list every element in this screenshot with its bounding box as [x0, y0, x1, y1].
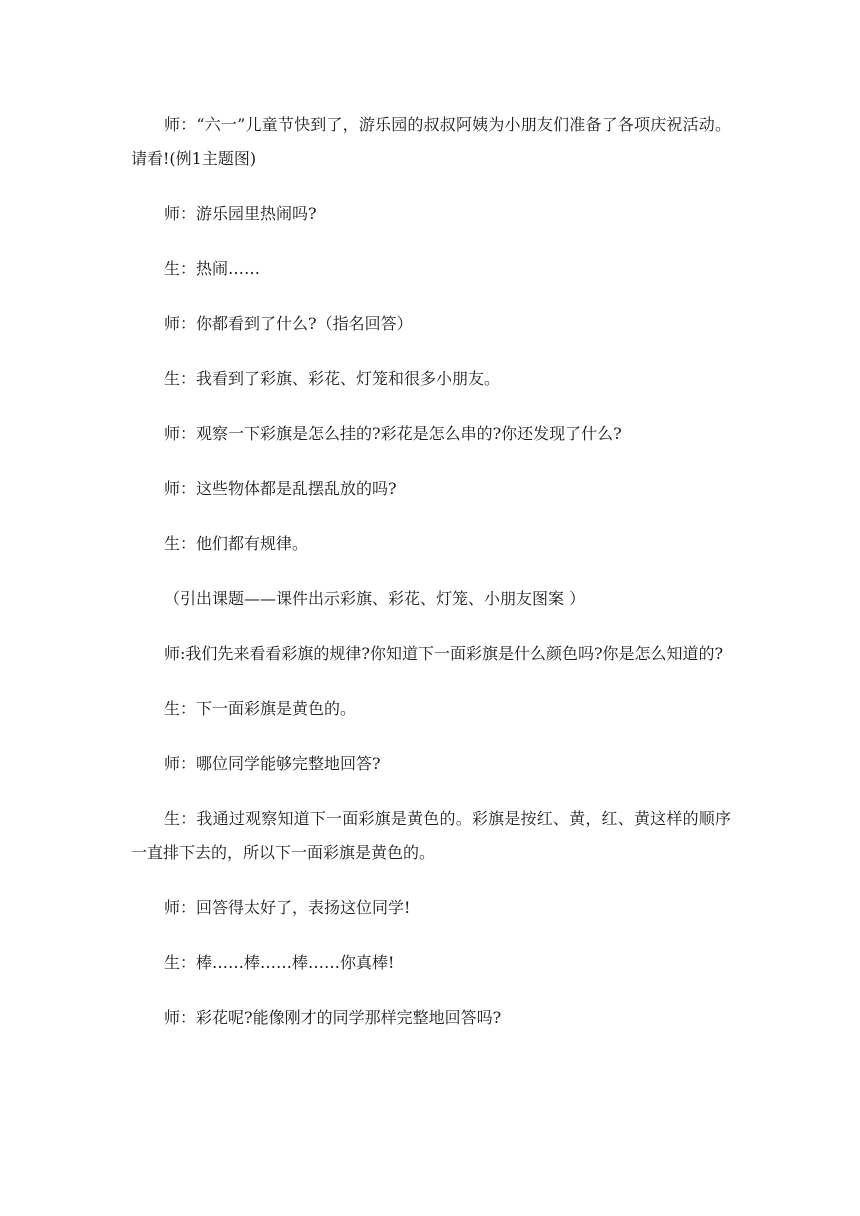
paragraph: 师：观察一下彩旗是怎么挂的?彩花是怎么串的?你还发现了什么?: [164, 424, 622, 443]
paragraph: 师：彩花呢?能像刚才的同学那样完整地回答吗?: [164, 1008, 502, 1027]
paragraph: （引出课题——课件出示彩旗、彩花、灯笼、小朋友图案 ）: [164, 589, 586, 608]
paragraph: 生：我通过观察知道下一面彩旗是黄色的。彩旗是按红、黄，红、黄这样的顺序一直排下去的，所以下一面彩旗是黄色的。: [131, 809, 731, 862]
paragraph: 师:我们先来看看彩旗的规律?你知道下一面彩旗是什么颜色吗?你是怎么知道的?: [164, 644, 724, 663]
paragraph: 生：下一面彩旗是黄色的。: [164, 699, 357, 718]
paragraph: 生：我看到了彩旗、彩花、灯笼和很多小朋友。: [164, 369, 501, 388]
paragraph: 师：“六一”儿童节快到了，游乐园的叔叔阿姨为小朋友们准备了各项庆祝活动。请看!(例1主题图): [131, 115, 731, 168]
paragraph: 师：这些物体都是乱摆乱放的吗?: [164, 479, 397, 498]
paragraph: 师：哪位同学能够完整地回答?: [164, 754, 381, 773]
paragraph: 师：回答得太好了，表扬这位同学!: [164, 898, 411, 917]
paragraph: 生：热闹……: [164, 259, 261, 278]
paragraph: 师：你都看到了什么?（指名回答）: [164, 314, 413, 333]
paragraph: 生：棒……棒……棒……你真棒!: [164, 953, 395, 972]
paragraph: 生：他们都有规律。: [164, 534, 309, 553]
paragraph: 师：游乐园里热闹吗?: [164, 204, 317, 223]
document-body: [131, 108, 731, 1035]
